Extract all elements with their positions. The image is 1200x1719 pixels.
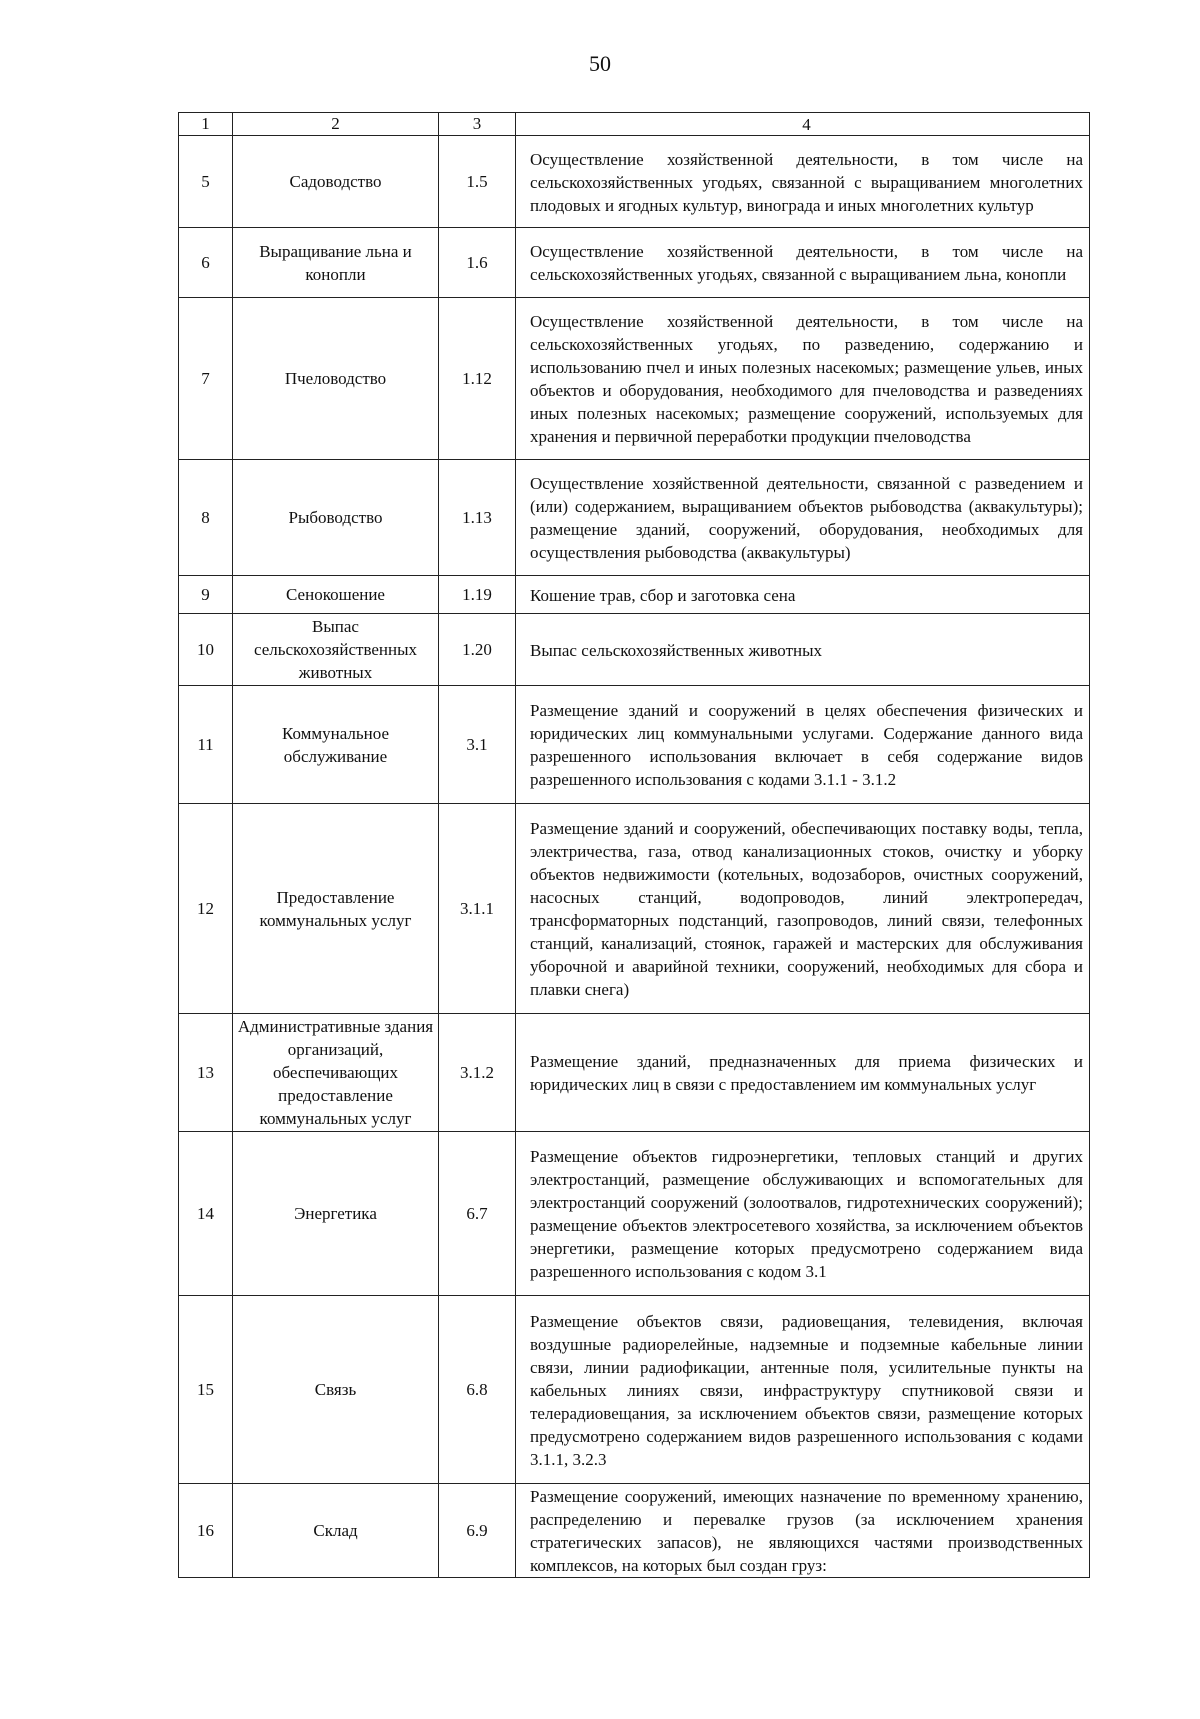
use-type-description: Выпас сельскохозяйственных животных — [516, 614, 1090, 686]
use-type-description: Кошение трав, сбор и заготовка сена — [516, 576, 1090, 614]
table-row — [179, 228, 1090, 298]
use-type-name: Выпас сельскохозяйственных животных — [233, 614, 439, 686]
row-number: 13 — [179, 1014, 233, 1132]
column-header-2: 2 — [233, 113, 439, 136]
use-type-description: Размещение объектов связи, радиовещания, телевидения, включая воздушные радиорелейные, надземные и подземные кабельные линии связи, линии радиофикации, антенные поля, усилительные пункты на кабельных линиях связи, инфраструктуру спутниковой связи и телерадиовещания, за исключением объектов связи, размещение которых предусмотрено содержанием видов разрешенного использования с кодами 3.1.1, 3.2.3 — [516, 1296, 1090, 1484]
row-number: 15 — [179, 1296, 233, 1484]
land-use-table — [178, 112, 1090, 1578]
row-number: 9 — [179, 576, 233, 614]
use-type-code: 1.12 — [439, 298, 516, 460]
use-type-description: Размещение зданий и сооружений в целях обеспечения физических и юридических лиц коммунальными услугами. Содержание данного вида разрешенного использования включает в себя содержание видов разрешенного использования с кодами 3.1.1 - 3.1.2 — [516, 686, 1090, 804]
row-number: 11 — [179, 686, 233, 804]
use-type-code: 1.6 — [439, 228, 516, 298]
table-row — [179, 298, 1090, 460]
row-number: 5 — [179, 136, 233, 228]
use-type-name: Административные здания организаций, обеспечивающих предоставление коммунальных услуг — [233, 1014, 439, 1132]
table-row — [179, 686, 1090, 804]
use-type-name: Коммунальное обслуживание — [233, 686, 439, 804]
use-type-description: Размещение зданий и сооружений, обеспечивающих поставку воды, тепла, электричества, газа, отвод канализационных стоков, очистку и уборку объектов недвижимости (котельных, водозаборов, очистных сооружений, насосных станций, водопроводов, линий электропередач, трансформаторных подстанций, газопроводов, линий связи, телефонных станций, канализаций, стоянок, гаражей и мастерских для обслуживания уборочной и аварийной техники, сооружений, необходимых для сбора и плавки снега) — [516, 804, 1090, 1014]
use-type-description: Осуществление хозяйственной деятельности, в том числе на сельскохозяйственных угодьях, связанной с выращиванием льна, конопли — [516, 228, 1090, 298]
use-type-code: 6.7 — [439, 1132, 516, 1296]
use-type-description: Размещение объектов гидроэнергетики, тепловых станций и других электростанций, размещение обслуживающих и вспомогательных для электростанций сооружений (золоотвалов, гидротехнических сооружений); размещение объектов электросетевого хозяйства, за исключением объектов энергетики, размещение которых предусмотрено содержанием вида разрешенного использования с кодом 3.1 — [516, 1132, 1090, 1296]
use-type-code: 1.5 — [439, 136, 516, 228]
use-type-name: Пчеловодство — [233, 298, 439, 460]
use-type-name: Склад — [233, 1484, 439, 1578]
use-type-code: 3.1.2 — [439, 1014, 516, 1132]
use-type-name: Сенокошение — [233, 576, 439, 614]
row-number: 10 — [179, 614, 233, 686]
row-number: 7 — [179, 298, 233, 460]
use-type-description: Осуществление хозяйственной деятельности, в том числе на сельскохозяйственных угодьях, связанной с выращиванием многолетних плодовых и ягодных культур, винограда и иных многолетних культур — [516, 136, 1090, 228]
use-type-description: Размещение сооружений, имеющих назначение по временному хранению, распределению и перевалке грузов (за исключением хранения стратегических запасов), не являющихся частями производственных комплексов, на которых был создан груз: — [516, 1484, 1090, 1578]
use-type-code: 6.9 — [439, 1484, 516, 1578]
table-header-row — [179, 113, 1090, 136]
row-number: 14 — [179, 1132, 233, 1296]
use-type-name: Выращивание льна и конопли — [233, 228, 439, 298]
use-type-code: 3.1 — [439, 686, 516, 804]
use-type-code: 1.19 — [439, 576, 516, 614]
table-row — [179, 1014, 1090, 1132]
page-number: 50 — [589, 51, 611, 76]
table-row — [179, 1296, 1090, 1484]
table-row — [179, 804, 1090, 1014]
column-header-4: 4 — [516, 113, 1090, 136]
column-header-1: 1 — [179, 113, 233, 136]
table-row — [179, 1132, 1090, 1296]
use-type-name: Предоставление коммунальных услуг — [233, 804, 439, 1014]
table-row — [179, 460, 1090, 576]
use-type-code: 1.20 — [439, 614, 516, 686]
table-row — [179, 614, 1090, 686]
use-type-description: Размещение зданий, предназначенных для приема физических и юридических лиц в связи с предоставлением им коммунальных услуг — [516, 1014, 1090, 1132]
row-number: 8 — [179, 460, 233, 576]
use-type-name: Энергетика — [233, 1132, 439, 1296]
use-type-description: Осуществление хозяйственной деятельности, связанной с разведением и (или) содержанием, выращиванием объектов рыбоводства (аквакультуры); размещение зданий, сооружений, оборудования, необходимых для осуществления рыбоводства (аквакультуры) — [516, 460, 1090, 576]
table-row — [179, 136, 1090, 228]
table-row — [179, 576, 1090, 614]
row-number: 16 — [179, 1484, 233, 1578]
use-type-name: Садоводство — [233, 136, 439, 228]
use-type-code: 3.1.1 — [439, 804, 516, 1014]
row-number: 12 — [179, 804, 233, 1014]
use-type-description: Осуществление хозяйственной деятельности, в том числе на сельскохозяйственных угодьях, по разведению, содержанию и использованию пчел и иных полезных насекомых; размещение ульев, иных объектов и оборудования, необходимого для пчеловодства и разведениях иных полезных насекомых; размещение сооружений, используемых для хранения и первичной переработки продукции пчеловодства — [516, 298, 1090, 460]
use-type-name: Связь — [233, 1296, 439, 1484]
use-type-code: 6.8 — [439, 1296, 516, 1484]
column-header-3: 3 — [439, 113, 516, 136]
use-type-name: Рыбоводство — [233, 460, 439, 576]
use-type-code: 1.13 — [439, 460, 516, 576]
row-number: 6 — [179, 228, 233, 298]
table-row — [179, 1484, 1090, 1578]
